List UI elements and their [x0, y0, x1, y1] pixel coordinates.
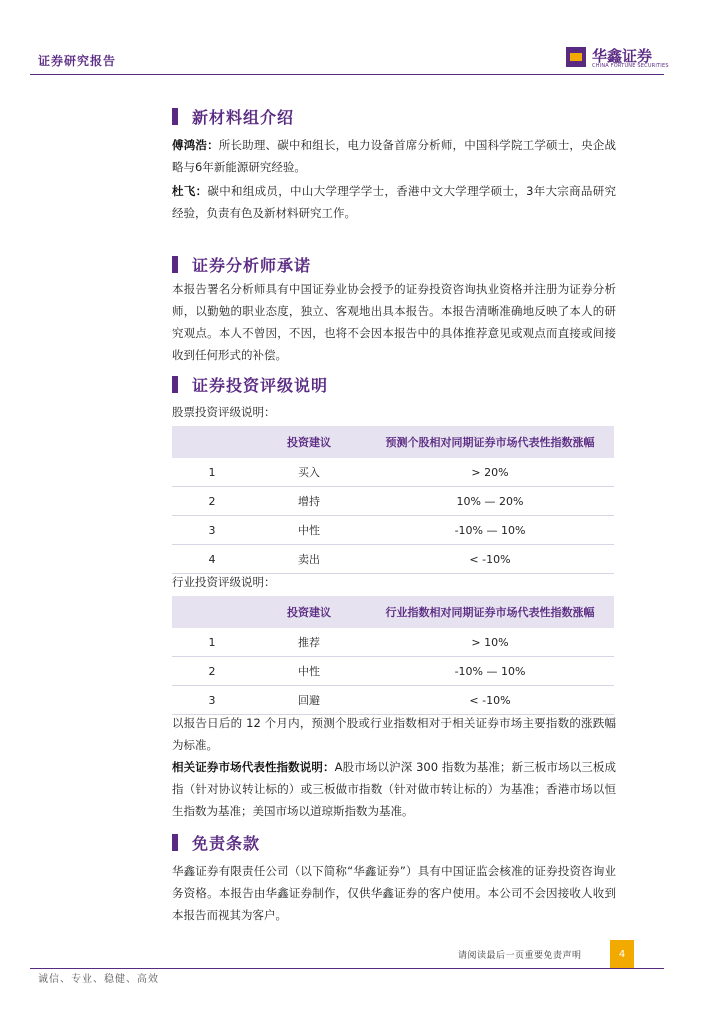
table-cell: 3 — [172, 516, 252, 545]
table-cell: -10% — 10% — [366, 657, 614, 686]
table-cell: -10% — 10% — [366, 516, 614, 545]
table-header-row — [172, 596, 614, 628]
table-cell: < -10% — [366, 545, 614, 574]
member-2-name: 杜飞： — [172, 184, 208, 198]
rating-note: 以报告日后的 12 个月内，预测个股或行业指数相对于相关证券市场主要指数的涨跌幅为标准。 — [172, 716, 616, 752]
table-header-cell — [172, 596, 252, 628]
index-title: 相关证券市场代表性指数说明： — [172, 760, 335, 774]
table-cell: 中性 — [252, 516, 366, 545]
section-rating-heading — [172, 372, 328, 396]
table-cell: 2 — [172, 657, 252, 686]
page-header — [0, 0, 724, 76]
table-header-row — [172, 426, 614, 458]
member-1-desc: 所长助理、碳中和组长，电力设备首席分析师，中国科学院工学硕士，央企战略与6年新能源研究经验。 — [172, 138, 617, 174]
table-cell: 回避 — [252, 686, 366, 715]
industry-rating-table — [172, 596, 614, 715]
footer-divider — [30, 968, 664, 969]
table-cell: 1 — [172, 458, 252, 487]
table-cell: 10% — 20% — [366, 487, 614, 516]
logo-mark-icon — [566, 47, 586, 67]
disclaimer-text: 华鑫证券有限责任公司（以下简称“华鑫证券”）具有中国证监会核准的证券投资咨询业务资格。本报告由华鑫证券制作，仅供华鑫证券的客户使用。本公司不会因接收人收到本报告而视其为客户。 — [172, 864, 616, 922]
table-cell: > 10% — [366, 628, 614, 657]
report-type: 证券研究报告 — [38, 54, 117, 68]
table-cell: 1 — [172, 628, 252, 657]
section-title: 免责条款 — [192, 833, 261, 853]
section-bar — [172, 256, 178, 273]
table-row — [172, 686, 614, 715]
section-bar — [172, 108, 178, 125]
section-team-heading — [172, 104, 294, 128]
industry-rating-label: 行业投资评级说明： — [172, 575, 276, 589]
table-row — [172, 628, 614, 657]
member-2 — [172, 180, 616, 224]
index-text: A股市场以沪深 300 指数为基准；新三板市场以三板成指（针对协议转让标的）或三板做市指数（针对做市转让标的）为基准；香港市场以恒生指数为基准；美国市场以道琼斯指数为基准。 — [172, 760, 616, 818]
index-explanation — [172, 756, 616, 822]
section-title: 新材料组介绍 — [192, 107, 295, 127]
table-cell: < -10% — [366, 686, 614, 715]
section-title: 证券分析师承诺 — [192, 255, 312, 275]
logo-subtitle: CHINA FORTUNE SECURITIES — [592, 63, 669, 69]
table-header-cell: 投资建议 — [252, 426, 366, 458]
table-header-cell — [172, 426, 252, 458]
company-logo — [566, 45, 676, 71]
table-header-cell: 预测个股相对同期证券市场代表性指数涨幅 — [366, 426, 614, 458]
table-cell: 买入 — [252, 458, 366, 487]
table-cell: 卖出 — [252, 545, 366, 574]
section-title: 证券投资评级说明 — [192, 375, 329, 395]
table-cell: 增持 — [252, 487, 366, 516]
table-header-cell: 投资建议 — [252, 596, 366, 628]
section-bar — [172, 834, 178, 851]
section-bar — [172, 376, 178, 393]
table-header-cell: 行业指数相对同期证券市场代表性指数涨幅 — [366, 596, 614, 628]
table-row — [172, 516, 614, 545]
table-cell: 中性 — [252, 657, 366, 686]
member-2-desc: 碳中和组成员，中山大学理学学士，香港中文大学理学硕士，3年大宗商品研究经验，负责有色及新材料研究工作。 — [172, 184, 617, 220]
header-divider — [30, 74, 664, 75]
stock-rating-table — [172, 426, 614, 574]
table-cell: 2 — [172, 487, 252, 516]
table-cell: 4 — [172, 545, 252, 574]
table-row — [172, 487, 614, 516]
footer-disclaimer-note: 请阅读最后一页重要免责声明 — [458, 951, 582, 961]
section-disclaimer-heading — [172, 830, 260, 854]
section-commitment-heading — [172, 252, 311, 276]
member-1 — [172, 134, 616, 178]
page-number: 4 — [610, 940, 634, 968]
member-1-name: 傅鸿浩： — [172, 138, 219, 152]
table-cell: 3 — [172, 686, 252, 715]
table-row — [172, 458, 614, 487]
table-row — [172, 657, 614, 686]
stock-rating-label: 股票投资评级说明： — [172, 405, 276, 419]
table-cell: 推荐 — [252, 628, 366, 657]
footer-motto: 诚信、专业、稳健、高效 — [38, 974, 159, 985]
logo-name: 华鑫证券 — [592, 47, 653, 65]
table-row — [172, 545, 614, 574]
commitment-text: 本报告署名分析师具有中国证券业协会授予的证券投资咨询执业资格并注册为证券分析师，以勤勉的职业态度，独立、客观地出具本报告。本报告清晰准确地反映了本人的研究观点。本人不曾因，不因，也将不会因本报告中的具体推荐意见或观点而直接或间接收到任何形式的补偿。 — [172, 282, 616, 362]
table-cell: > 20% — [366, 458, 614, 487]
